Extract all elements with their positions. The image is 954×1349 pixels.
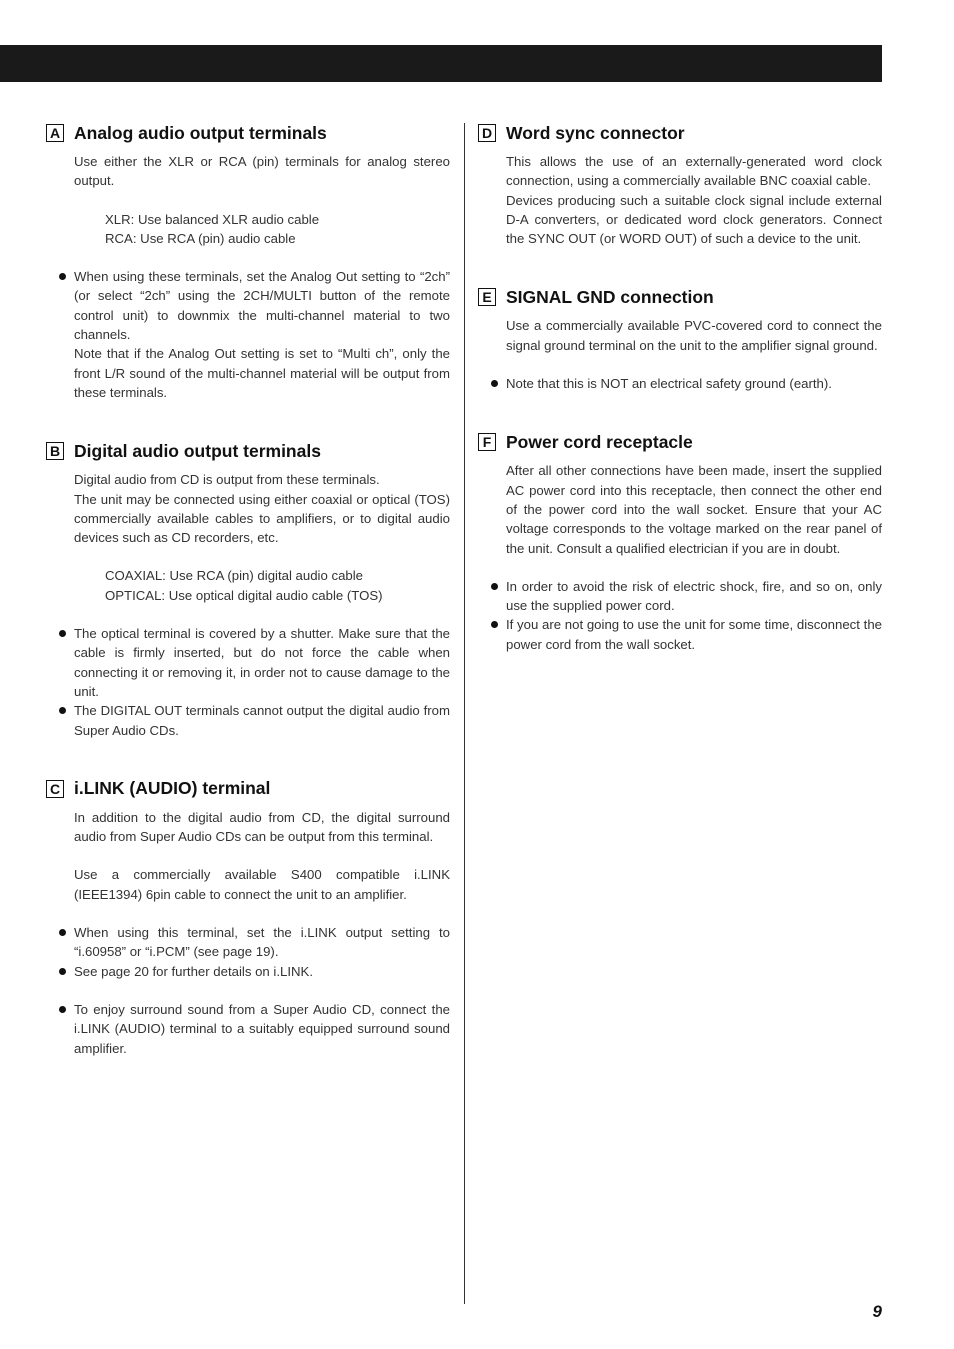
cable-spec-line: XLR: Use balanced XLR audio cable xyxy=(105,211,320,227)
section-letter-badge: A xyxy=(46,124,64,142)
bullet-note: Note that if the Analog Out setting is set to “Multi ch”, only the front L/R sound of the multi-channel material will be output from these terminals. xyxy=(74,346,450,400)
right-column xyxy=(478,120,882,690)
bullet-item xyxy=(74,701,450,740)
section-letter-badge: B xyxy=(46,442,64,460)
cable-spec-line: OPTICAL: Use optical digital audio cable (TOS) xyxy=(105,587,383,603)
section-body xyxy=(46,152,450,402)
paragraph: After all other connections have been made, insert the supplied AC power cord into this receptacle, then connect the other end of the power cord into the wall socket. Ensure that your AC voltage corresponds to the voltage marked on the rear panel of the unit. Consult a qualified electrician if you are in doubt. xyxy=(506,463,882,556)
section-title: Word sync connector xyxy=(506,122,685,143)
section-body xyxy=(46,808,450,1058)
bullet-item xyxy=(506,577,882,616)
section-title: Power cord receptacle xyxy=(506,431,693,452)
header-bar xyxy=(0,45,882,82)
section-ilink-audio-terminal xyxy=(46,776,450,1058)
section-power-cord-receptacle xyxy=(478,429,882,654)
bullet-dot-icon xyxy=(491,380,498,387)
section-letter-badge: D xyxy=(478,124,496,142)
section-word-sync-connector xyxy=(478,120,882,248)
bullet-item xyxy=(506,374,882,393)
section-title: Analog audio output terminals xyxy=(74,122,327,143)
bullet-dot-icon xyxy=(59,630,66,637)
paragraph: In addition to the digital audio from CD, the digital surround audio from Super Audio CDs can be output from this terminal. xyxy=(74,809,450,845)
paragraph: Digital audio from CD is output from these terminals. xyxy=(74,472,380,488)
paragraph: Devices producing such a suitable clock signal include external D-A converters, or dedicated word clock generators. Connect the SYNC OUT (or WORD OUT) of such a device to the unit. xyxy=(506,192,882,247)
section-title: SIGNAL GND connection xyxy=(506,286,714,307)
section-title: Digital audio output terminals xyxy=(74,440,321,461)
left-column xyxy=(46,120,450,1094)
section-title: i.LINK (AUDIO) terminal xyxy=(74,778,271,799)
bullet-text: When using these terminals, set the Analog Out setting to “2ch” (or select “2ch” using the 2CH/MULTI button of the remote control unit) to downmix the multi-channel material to two channels. xyxy=(74,269,450,343)
bullet-text: In order to avoid the risk of electric shock, fire, and so on, only use the supplied power cord. xyxy=(506,578,882,614)
section-heading xyxy=(478,429,882,455)
paragraph: Use a commercially available PVC-covered cord to connect the signal ground terminal on the unit to the amplifier signal ground. xyxy=(506,318,882,353)
section-letter-badge: C xyxy=(46,780,64,798)
section-letter-badge: F xyxy=(478,433,496,451)
bullet-dot-icon xyxy=(491,621,498,628)
section-body xyxy=(478,461,882,654)
bullet-text: The DIGITAL OUT terminals cannot output the digital audio from Super Audio CDs. xyxy=(74,703,450,738)
bullet-text: If you are not going to use the unit for some time, disconnect the power cord from the wall socket. xyxy=(506,617,882,652)
bullet-item xyxy=(74,923,450,962)
section-heading xyxy=(46,120,450,146)
bullet-item xyxy=(74,267,450,402)
bullet-item xyxy=(74,624,450,701)
bullet-text: See page 20 for further details on i.LINK. xyxy=(74,963,313,979)
section-heading xyxy=(46,776,450,802)
paragraph: Use a commercially available S400 compatible i.LINK (IEEE1394) 6pin cable to connect the unit to an amplifier. xyxy=(74,867,450,902)
bullet-dot-icon xyxy=(491,583,498,590)
bullet-item xyxy=(506,615,882,654)
bullet-dot-icon xyxy=(59,968,66,975)
cable-spec-line: COAXIAL: Use RCA (pin) digital audio cable xyxy=(105,568,364,584)
section-heading xyxy=(46,438,450,464)
bullet-dot-icon xyxy=(59,1006,66,1013)
bullet-text: To enjoy surround sound from a Super Audio CD, connect the i.LINK (AUDIO) terminal to a suitably equipped surround sound amplifier. xyxy=(74,1001,450,1056)
paragraph: The unit may be connected using either coaxial or optical (TOS) commercially available cables to amplifiers, or to digital audio devices such as CD recorders, etc. xyxy=(74,491,450,546)
section-body xyxy=(478,152,882,248)
section-heading xyxy=(478,120,882,146)
section-digital-audio-output xyxy=(46,438,450,740)
bullet-item xyxy=(74,962,450,981)
bullet-dot-icon xyxy=(59,929,66,936)
bullet-item xyxy=(74,1000,450,1058)
section-body xyxy=(46,470,450,740)
bullet-text: Note that this is NOT an electrical safety ground (earth). xyxy=(506,376,832,392)
section-signal-gnd-connection xyxy=(478,284,882,393)
bullet-text: The optical terminal is covered by a shutter. Make sure that the cable is firmly inserted, but do not force the cable when connecting it or removing it, in order not to cause damage to the unit. xyxy=(74,626,450,699)
paragraph: This allows the use of an externally-generated word clock connection, using a commercially available BNC coaxial cable. xyxy=(506,154,882,189)
bullet-text: When using this terminal, set the i.LINK output setting to “i.60958” or “i.PCM” (see page 19). xyxy=(74,925,450,960)
paragraph: Use either the XLR or RCA (pin) terminals for analog stereo output. xyxy=(74,154,450,189)
section-analog-audio-output xyxy=(46,120,450,402)
bullet-dot-icon xyxy=(59,707,66,714)
cable-spec-line: RCA: Use RCA (pin) audio cable xyxy=(105,230,296,246)
bullet-dot-icon xyxy=(59,273,66,280)
column-divider xyxy=(464,123,465,1304)
section-body xyxy=(478,316,882,393)
page-number: 9 xyxy=(872,1302,882,1321)
section-heading xyxy=(478,284,882,310)
section-letter-badge: E xyxy=(478,288,496,306)
